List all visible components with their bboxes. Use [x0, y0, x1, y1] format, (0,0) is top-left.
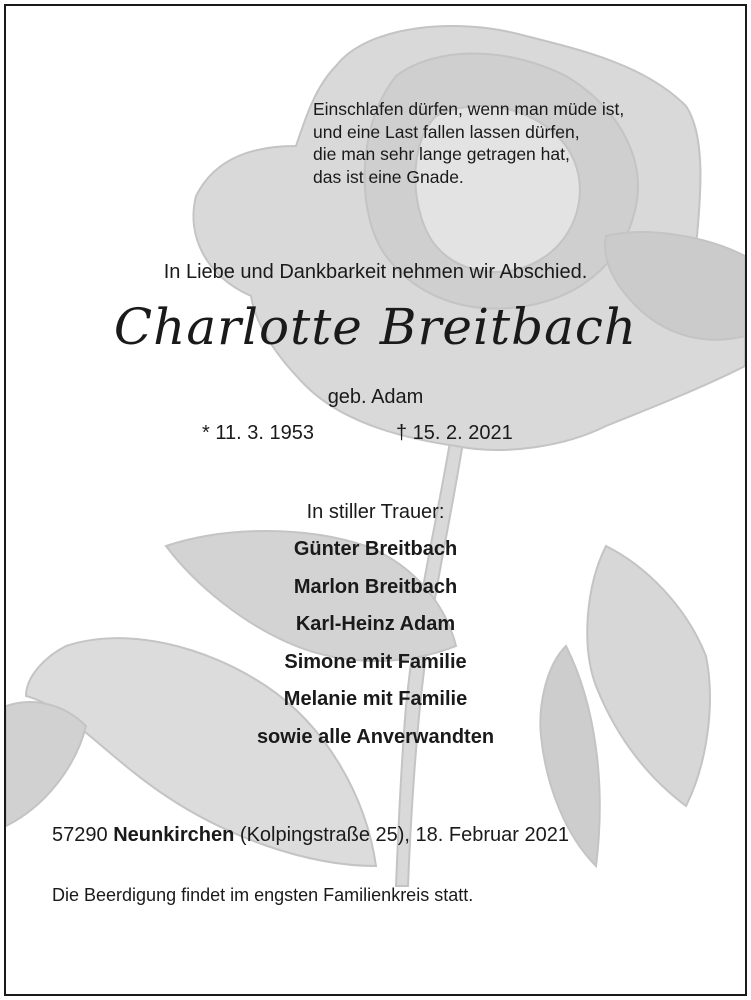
funeral-note: Die Beerdigung findet im engsten Familienkreis statt. [52, 885, 474, 905]
poem [313, 98, 624, 188]
mourner-name: sowie alle Anverwandten [256, 725, 495, 748]
address-line [52, 824, 569, 847]
poem-line: das ist eine Gnade. [313, 166, 464, 187]
poem-line: Einschlafen dürfen, wenn man müde ist, [313, 99, 625, 119]
street-and-date: (Kolpingstraße 25), 18. Februar 2021 [239, 824, 569, 846]
deceased-name: Charlotte Breitbach [113, 298, 638, 356]
mourner-name: Karl-Heinz Adam [295, 613, 456, 635]
mourners-list [6, 536, 745, 761]
birth-date: * 11. 3. 1953 [202, 422, 314, 444]
poem-line: und eine Last fallen lassen dürfen, [313, 121, 580, 142]
mourner-name: Marlon Breitbach [293, 575, 458, 598]
town: Neunkirchen [113, 824, 235, 846]
mourning-heading: In stiller Trauer: [306, 501, 445, 523]
death-date: † 15. 2. 2021 [396, 422, 513, 444]
farewell-intro: In Liebe und Dankbarkeit nehmen wir Abschied. [163, 261, 588, 283]
postcode: 57290 [52, 824, 108, 846]
mourner-name: Günter Breitbach [293, 538, 458, 560]
obituary-notice [4, 4, 747, 996]
mourner-name: Melanie mit Familie [283, 688, 468, 710]
mourner-name: Simone mit Familie [284, 650, 467, 673]
maiden-name: geb. Adam [327, 386, 424, 408]
poem-line: die man sehr lange getragen hat, [313, 144, 570, 164]
